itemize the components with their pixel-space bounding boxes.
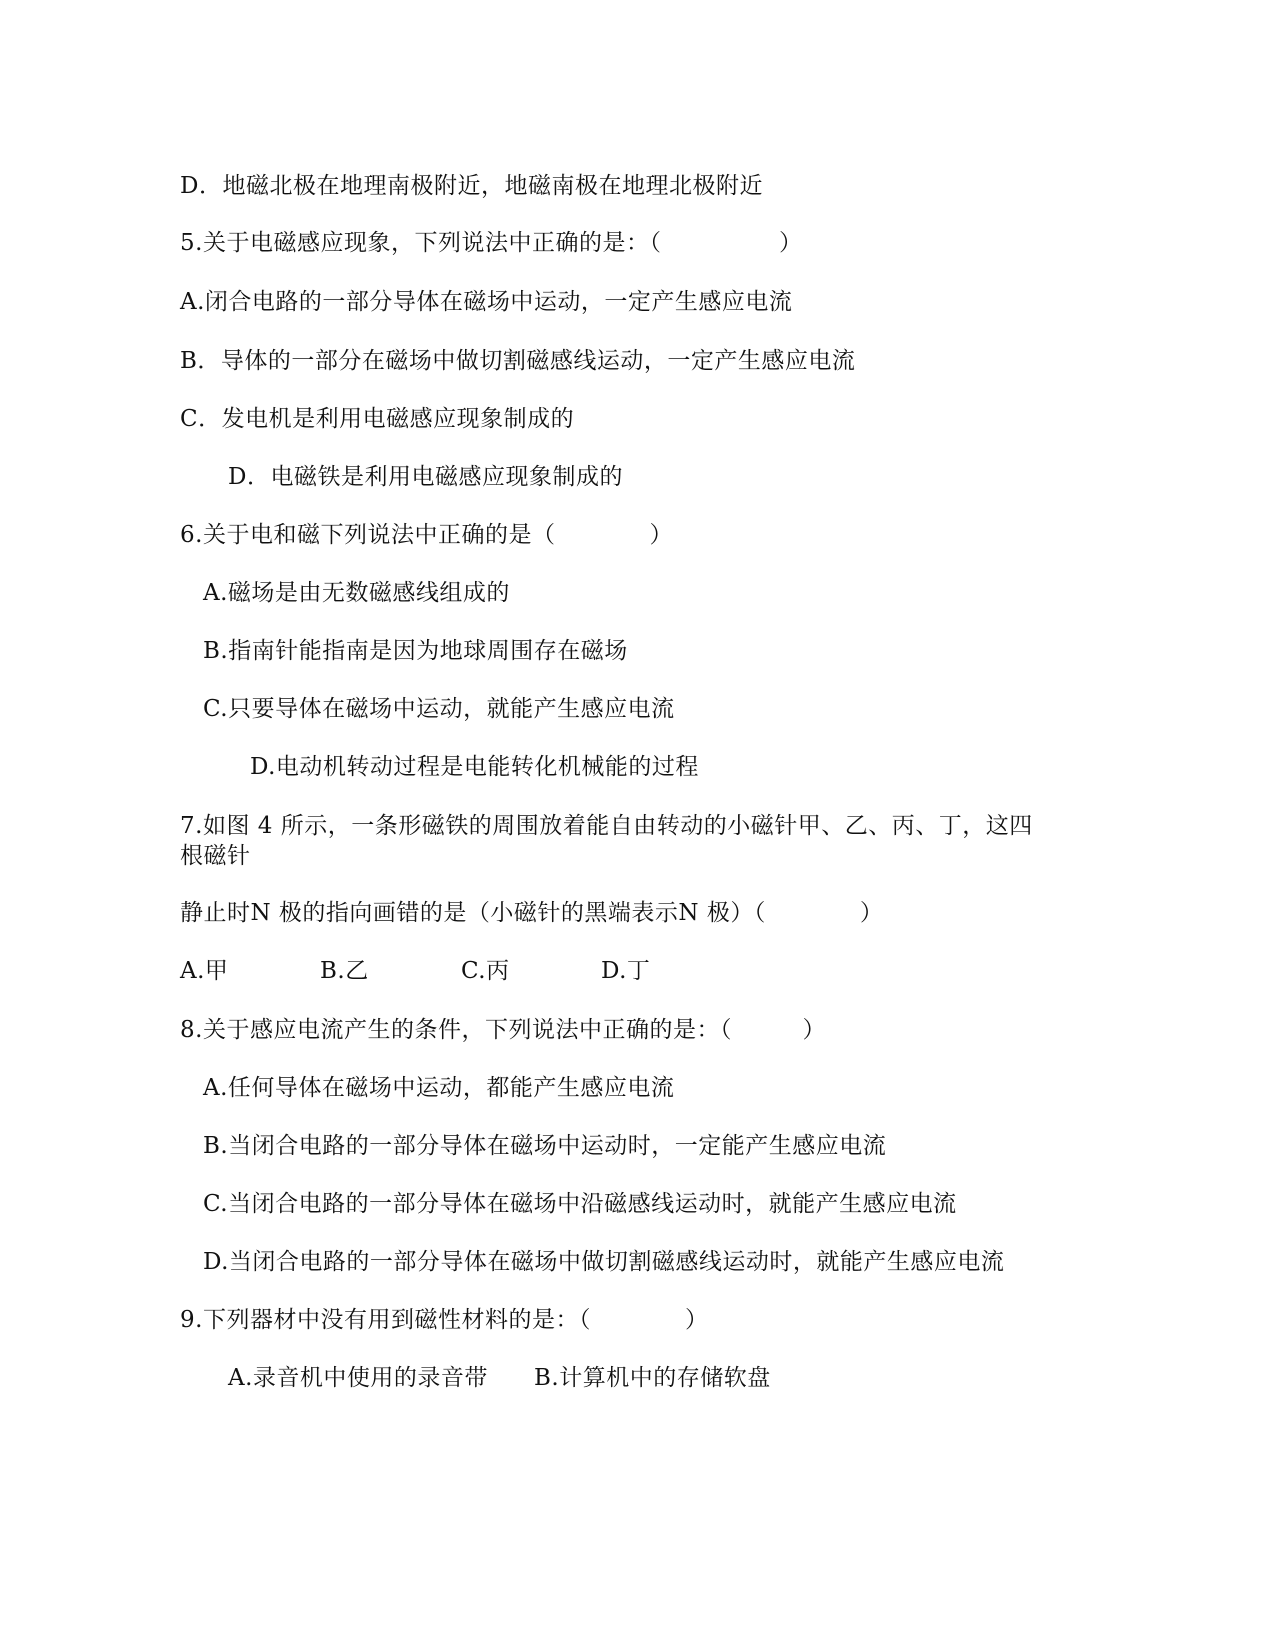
q8-option-a: A.任何导体在磁场中运动，都能产生感应电流 — [203, 1075, 675, 1101]
q5-option-b: B．导体的一部分在磁场中做切割磁感线运动，一定产生感应电流 — [180, 348, 856, 374]
q6-option-c: C.只要导体在磁场中运动，就能产生感应电流 — [203, 696, 675, 722]
q4-option-d: D．地磁北极在地理南极附近，地磁南极在地理北极附近 — [180, 173, 763, 199]
q7-option-a: A.甲 — [180, 958, 229, 984]
q5-option-d: D．电磁铁是利用电磁感应现象制成的 — [228, 464, 623, 490]
q6-option-d: D.电动机转动过程是电能转化机械能的过程 — [250, 754, 699, 780]
q9-option-b: B.计算机中的存储软盘 — [534, 1365, 771, 1391]
q7-stem-line-3: 静止时N 极的指向画错的是（小磁针的黑端表示N 极）（ ） — [180, 900, 884, 926]
q6-option-b: B.指南针能指南是因为地球周围存在磁场 — [203, 638, 628, 664]
q7-option-b: B.乙 — [320, 958, 369, 984]
q8-stem: 8.关于感应电流产生的条件，下列说法中正确的是：（ ） — [180, 1017, 826, 1043]
q5-option-a: A.闭合电路的一部分导体在磁场中运动，一定产生感应电流 — [180, 289, 793, 315]
q9-stem: 9.下列器材中没有用到磁性材料的是：（ ） — [180, 1307, 709, 1333]
q9-option-a: A.录音机中使用的录音带 — [228, 1365, 488, 1391]
q8-option-b: B.当闭合电路的一部分导体在磁场中运动时，一定能产生感应电流 — [203, 1133, 887, 1159]
q5-option-c: C．发电机是利用电磁感应现象制成的 — [180, 406, 575, 432]
q6-option-a: A.磁场是由无数磁感线组成的 — [203, 580, 510, 606]
q7-option-c: C.丙 — [461, 958, 510, 984]
q5-stem: 5.关于电磁感应现象，下列说法中正确的是：（ ） — [180, 230, 803, 256]
q7-stem-line-1: 7.如图 4 所示，一条形磁铁的周围放着能自由转动的小磁针甲、乙、丙、丁，这四 — [180, 813, 1033, 839]
q7-option-d: D.丁 — [601, 958, 651, 984]
q7-stem-line-2: 根磁针 — [180, 843, 251, 869]
q6-stem: 6.关于电和磁下列说法中正确的是（ ） — [180, 522, 673, 548]
q8-option-d: D.当闭合电路的一部分导体在磁场中做切割磁感线运动时，就能产生感应电流 — [203, 1249, 1005, 1275]
q8-option-c: C.当闭合电路的一部分导体在磁场中沿磁感线运动时，就能产生感应电流 — [203, 1191, 957, 1217]
